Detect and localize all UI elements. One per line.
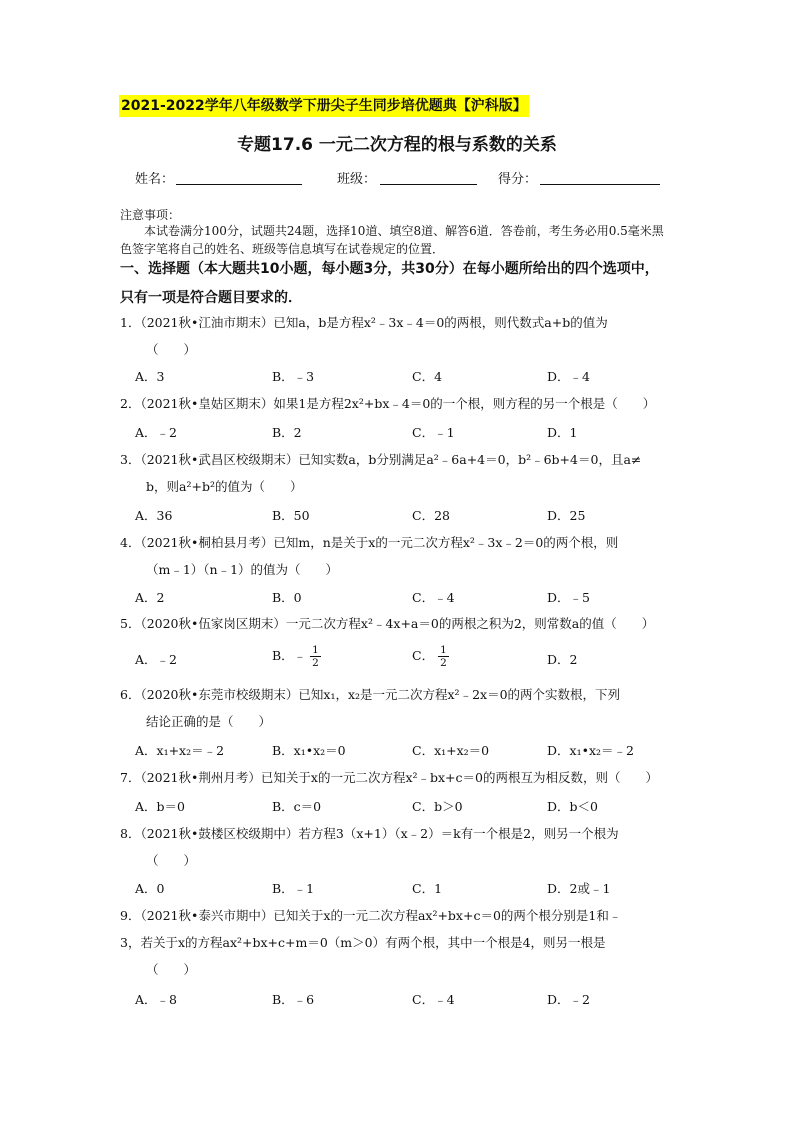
question-9 (120, 902, 680, 983)
question-2-options (135, 423, 695, 447)
question-text-cont: （ ） (146, 962, 197, 977)
option-c[interactable]: C．x₁+x₂＝0 (412, 743, 490, 758)
question-5 (120, 610, 680, 637)
fraction-half (310, 644, 321, 669)
name-field[interactable] (176, 184, 302, 185)
fraction-numerator: 1 (440, 644, 447, 656)
question-text: 2．（2021秋•皇姑区期末）如果1是方程2x²+bx﹣4＝0的一个根，则方程的另一个根是（ ） (120, 396, 656, 411)
question-text-cont: （m﹣1）（n﹣1）的值为（ ） (146, 562, 339, 577)
page-title: 专题17.6 一元二次方程的根与系数的关系 (237, 135, 557, 155)
option-d[interactable]: D．x₁•x₂＝﹣2 (547, 743, 634, 758)
option-a[interactable]: A．﹣8 (135, 992, 177, 1007)
option-c[interactable]: C．4 (412, 369, 443, 384)
section-line-2: 只有一项是符合题目要求的． (120, 290, 302, 306)
fraction-denominator: 2 (440, 657, 447, 669)
question-1 (120, 309, 680, 363)
option-b[interactable]: B．2 (272, 425, 302, 440)
question-5-options (135, 644, 695, 680)
question-7-options (135, 797, 695, 821)
option-b[interactable]: B．c＝0 (272, 799, 322, 814)
question-3 (120, 446, 680, 500)
score-field[interactable] (540, 184, 660, 185)
question-6-options (135, 741, 695, 765)
question-3-options (135, 506, 695, 530)
question-text-cont: （ ） (146, 342, 197, 357)
question-4-options (135, 588, 695, 612)
option-c[interactable]: C．28 (412, 508, 450, 523)
name-label: 姓名： (135, 172, 175, 187)
option-d[interactable]: D．25 (547, 508, 586, 523)
question-1-options (135, 367, 695, 391)
question-text: 9．（2021秋•泰兴市期中）已知关于x的一元二次方程ax²+bx+c＝0的两个根分别是1和﹣ (120, 908, 622, 923)
option-a[interactable]: A．x₁+x₂＝﹣2 (135, 743, 225, 758)
option-a[interactable]: A．2 (135, 590, 165, 605)
question-9-options (135, 990, 695, 1014)
option-b[interactable]: B．﹣6 (272, 992, 315, 1007)
option-a[interactable]: A．36 (135, 508, 173, 523)
option-b[interactable] (272, 644, 321, 669)
option-d[interactable]: D．2或﹣1 (547, 881, 611, 896)
notes-heading: 注意事项： (120, 208, 181, 222)
section-heading (120, 255, 680, 313)
fraction-half (438, 644, 449, 669)
option-c-prefix: C． (412, 648, 435, 663)
option-c[interactable]: C．1 (412, 881, 443, 896)
option-a[interactable]: A．﹣2 (135, 652, 177, 667)
header-banner: 2021-2022学年八年级数学下册尖子生同步培优题典【沪科版】 (119, 95, 529, 117)
option-d[interactable]: D．﹣2 (547, 992, 590, 1007)
question-text: 7．（2021秋•荆州月考）已知关于x的一元二次方程x²﹣bx+c＝0的两根互为相反数，则（ ） (120, 770, 658, 785)
option-b-prefix: B．﹣ (272, 648, 307, 663)
option-a[interactable]: A．﹣2 (135, 425, 177, 440)
option-b[interactable]: B．x₁•x₂＝0 (272, 743, 346, 758)
question-text: 5．（2020秋•伍家岗区期末）一元二次方程x²﹣4x+a＝0的两根之积为2，则常数a的值（ ） (120, 616, 655, 631)
score-label: 得分： (498, 172, 538, 187)
question-text: 6．（2020秋•东莞市校级期末）已知x₁，x₂是一元二次方程x²﹣2x＝0的两个实数根，下列 (120, 687, 621, 702)
question-2 (120, 390, 680, 417)
notes-body: 本试卷满分100分，试题共24题，选择10道、填空8道、解答6道．答卷前，考生务必用0.5毫米黑色签字笔将自己的姓名、班级等信息填写在试卷规定的位置． (120, 224, 664, 256)
option-d[interactable]: D．﹣4 (547, 369, 590, 384)
option-c[interactable]: C．﹣1 (412, 425, 455, 440)
class-label: 班级： (337, 172, 377, 187)
option-a[interactable]: A．3 (135, 369, 165, 384)
option-c[interactable] (412, 644, 449, 669)
option-d[interactable]: D．1 (547, 425, 578, 440)
question-text: 3．（2021秋•武昌区校级期末）已知实数a，b分别满足a²﹣6a+4＝0，b²﹣6b+4＝0，且a≠ (120, 452, 642, 467)
option-b[interactable]: B．﹣1 (272, 881, 315, 896)
section-line-1: 一、选择题（本大题共10小题，每小题3分，共30分）在每小题所给出的四个选项中， (120, 261, 659, 277)
fraction-numerator: 1 (312, 644, 319, 656)
option-b[interactable]: B．﹣3 (272, 369, 315, 384)
option-d[interactable]: D．2 (547, 652, 578, 667)
option-b[interactable]: B．50 (272, 508, 310, 523)
question-8 (120, 820, 680, 874)
class-field[interactable] (380, 184, 477, 185)
question-7 (120, 764, 680, 791)
option-c[interactable]: C．b＞0 (412, 799, 463, 814)
question-6 (120, 681, 680, 735)
option-d[interactable]: D．﹣5 (547, 590, 590, 605)
question-8-options (135, 879, 695, 903)
question-text-cont: b，则a²+b²的值为（ ） (146, 479, 303, 494)
option-c[interactable]: C．﹣4 (412, 992, 455, 1007)
question-text-cont: 结论正确的是（ ） (146, 714, 272, 729)
option-d[interactable]: D．b＜0 (547, 799, 598, 814)
question-text-cont: （ ） (146, 853, 197, 868)
option-b[interactable]: B．0 (272, 590, 302, 605)
option-c[interactable]: C．﹣4 (412, 590, 455, 605)
question-text: 1．（2021秋•江油市期末）已知a，b是方程x²﹣3x﹣4＝0的两根，则代数式a+b的值为 (120, 315, 608, 330)
question-4 (120, 529, 680, 583)
question-text-cont: 3，若关于x的方程ax²+bx+c+m＝0（m＞0）有两个根，其中一个根是4，则另一根是 (120, 935, 606, 950)
fraction-denominator: 2 (312, 657, 319, 669)
question-text: 4．（2021秋•桐柏县月考）已知m，n是关于x的一元二次方程x²﹣3x﹣2＝0的两个根，则 (120, 535, 619, 550)
option-a[interactable]: A．b＝0 (135, 799, 185, 814)
question-text: 8．（2021秋•鼓楼区校级期中）若方程3（x+1）（x﹣2）＝k有一个根是2，则另一个根为 (120, 826, 619, 841)
option-a[interactable]: A．0 (135, 881, 165, 896)
